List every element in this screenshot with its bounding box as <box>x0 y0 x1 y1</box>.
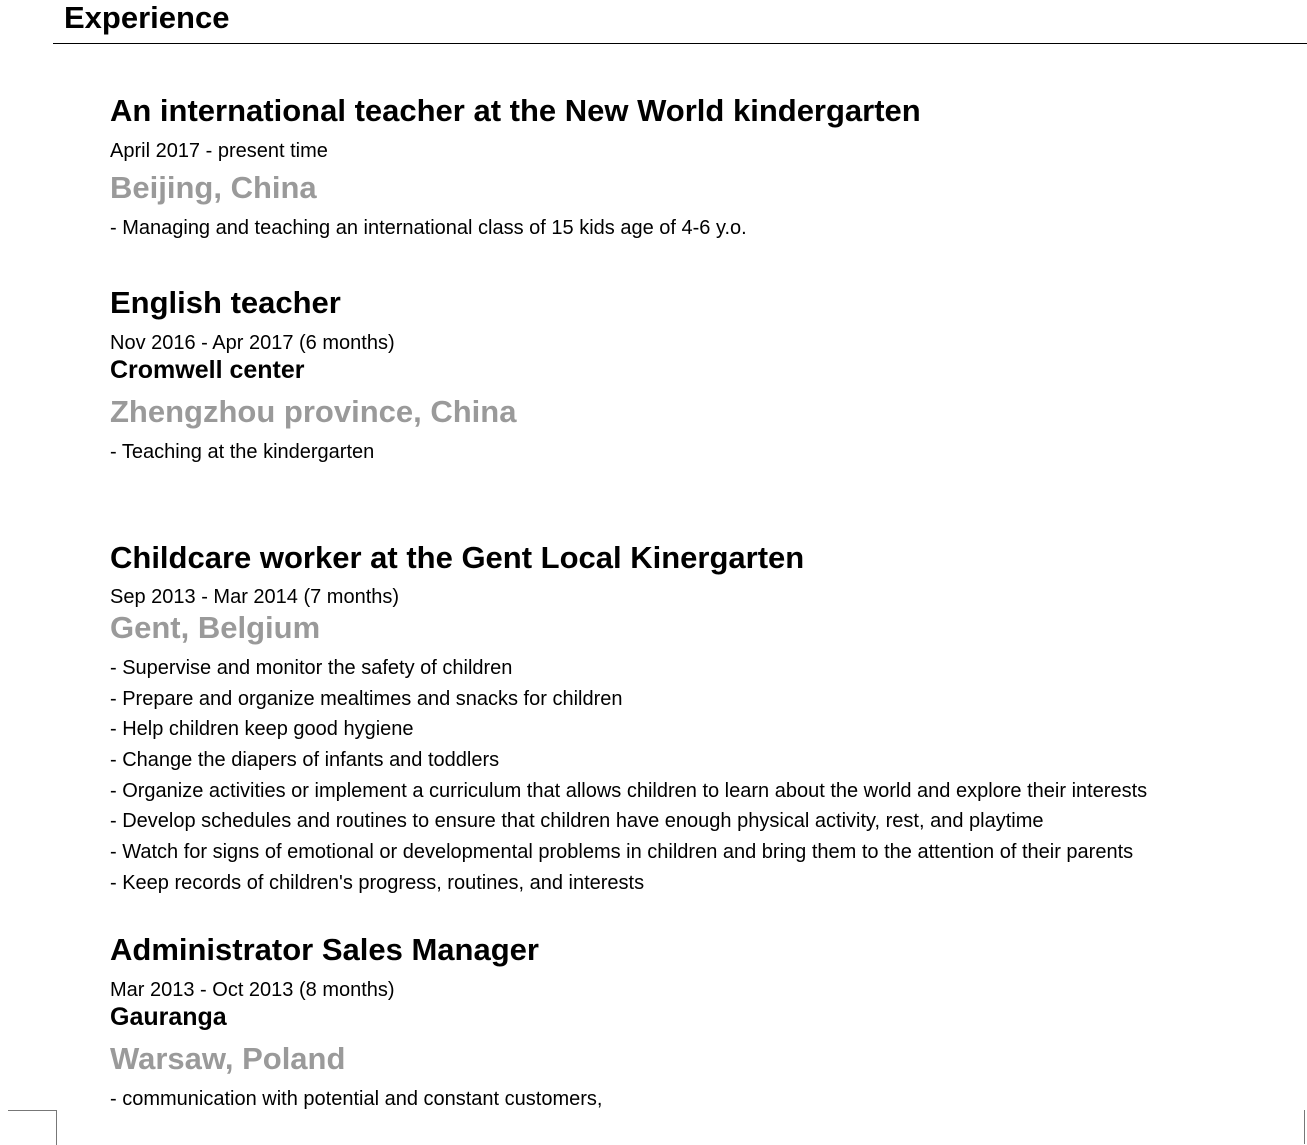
job-bullet: - Watch for signs of emotional or developmental problems in children and bring them to the attention of their parents <box>110 841 1134 863</box>
job-company: Gauranga <box>110 1003 227 1031</box>
job-dates: April 2017 - present time <box>110 140 328 162</box>
job-bullet: - communication with potential and constant customers, <box>110 1088 603 1110</box>
job-title: Childcare worker at the Gent Local Kinergarten <box>110 540 805 575</box>
job-dates: Sep 2013 - Mar 2014 (7 months) <box>110 586 400 608</box>
job-title: An international teacher at the New World kindergarten <box>110 93 921 128</box>
job-dates: Nov 2016 - Apr 2017 (6 months) <box>110 332 395 354</box>
job-location: Zhengzhou province, China <box>110 394 517 429</box>
job-dates: Mar 2013 - Oct 2013 (8 months) <box>110 979 395 1001</box>
job-bullet: - Organize activities or implement a curriculum that allows children to learn about the world and explore their interests <box>110 780 1148 802</box>
job-bullet: - Prepare and organize mealtimes and snacks for children <box>110 688 623 710</box>
job-company: Cromwell center <box>110 356 305 384</box>
job-bullet: - Managing and teaching an international class of 15 kids age of 4-6 y.o. <box>110 217 747 239</box>
job-bullet: - Help children keep good hygiene <box>110 718 414 740</box>
job-location: Beijing, China <box>110 170 317 205</box>
job-bullet: - Keep records of children's progress, routines, and interests <box>110 872 645 894</box>
page-corner-mark-left <box>8 1110 57 1145</box>
job-title: Administrator Sales Manager <box>110 932 539 967</box>
job-bullet: - Supervise and monitor the safety of children <box>110 657 513 679</box>
job-location: Gent, Belgium <box>110 610 321 645</box>
job-bullet: - Develop schedules and routines to ensure that children have enough physical activity, rest, and playtime <box>110 810 1044 832</box>
section-divider <box>53 43 1307 44</box>
job-location: Warsaw, Poland <box>110 1041 346 1076</box>
section-title: Experience <box>64 0 230 35</box>
job-bullet: - Change the diapers of infants and toddlers <box>110 749 500 771</box>
job-bullet: - Teaching at the kindergarten <box>110 441 375 463</box>
job-title: English teacher <box>110 285 341 320</box>
